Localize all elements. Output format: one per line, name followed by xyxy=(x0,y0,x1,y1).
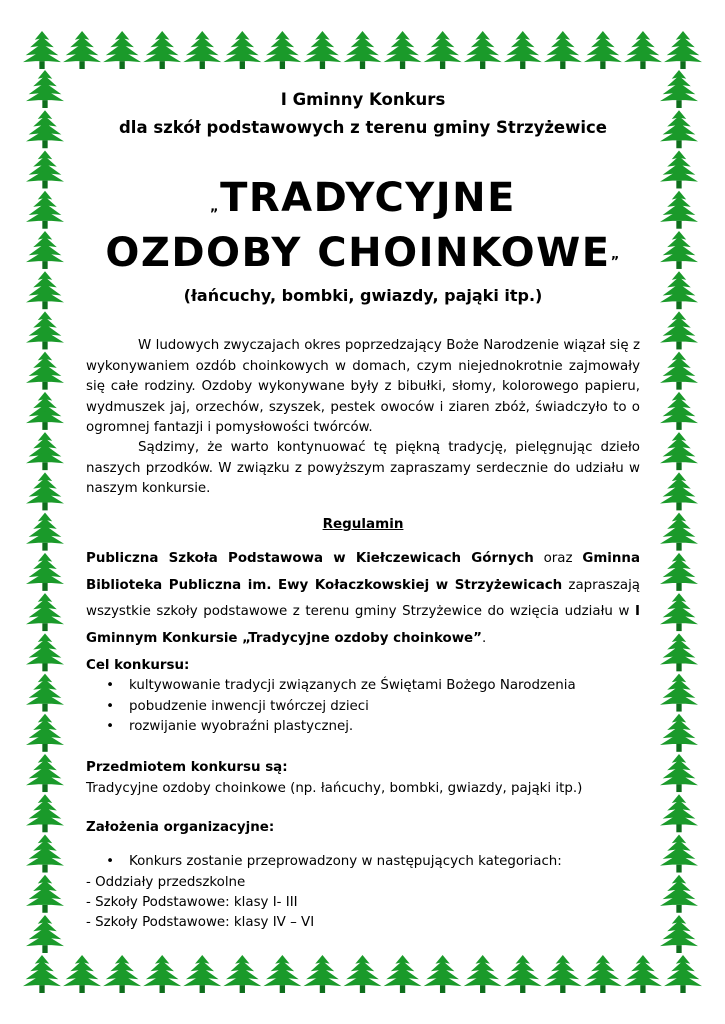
organizer-2: Gminna Biblioteka Publiczna im. Ewy Kołaczkowskiej w Strzyżewicach xyxy=(86,551,640,593)
bullet-icon: • xyxy=(106,719,114,734)
tree-icon xyxy=(660,70,698,108)
tree-icon xyxy=(464,31,502,69)
intro-paragraph-1 xyxy=(86,336,640,439)
przedmiot-heading: Przedmiotem konkursu są: xyxy=(86,760,288,775)
tree-icon xyxy=(660,432,698,470)
tree-icon xyxy=(143,31,181,69)
tree-icon xyxy=(143,955,181,993)
tree-icon xyxy=(660,794,698,832)
tree-icon xyxy=(660,754,698,792)
zalozenia-list xyxy=(86,852,640,873)
tree-icon xyxy=(26,835,64,873)
title-line2 xyxy=(86,230,640,276)
tree-icon xyxy=(504,31,542,69)
tree-icon xyxy=(544,955,582,993)
tree-icon xyxy=(660,553,698,591)
tree-icon xyxy=(183,955,221,993)
tree-icon xyxy=(223,31,261,69)
tree-icon xyxy=(26,311,64,349)
open-quote: „ xyxy=(210,200,221,215)
tree-icon xyxy=(464,955,502,993)
tree-icon xyxy=(660,714,698,752)
przedmiot-text: Tradycyjne ozdoby choinkowe (np. łańcuchy, bombki, gwiazdy, pająki itp.) xyxy=(86,781,583,796)
tree-icon xyxy=(660,231,698,269)
category-1: - Oddziały przedszkolne xyxy=(86,875,246,890)
tree-icon xyxy=(103,955,141,993)
tree-icon xyxy=(660,392,698,430)
tree-icon xyxy=(26,915,64,953)
header-line2: dla szkół podstawowych z terenu gminy Strzyżewice xyxy=(119,118,607,137)
zalozenia-heading: Założenia organizacyjne: xyxy=(86,820,275,835)
tree-icon xyxy=(26,794,64,832)
tree-icon xyxy=(660,352,698,390)
tree-icon xyxy=(303,955,341,993)
tree-icon xyxy=(344,31,382,69)
tree-icon xyxy=(26,513,64,551)
tree-icon xyxy=(660,513,698,551)
tree-icon xyxy=(584,31,622,69)
tree-icon xyxy=(344,955,382,993)
tree-icon xyxy=(664,955,702,993)
tree-icon xyxy=(26,392,64,430)
tree-icon xyxy=(660,271,698,309)
regulamin-end: . xyxy=(481,630,487,646)
tree-icon xyxy=(660,110,698,148)
close-quote: ” xyxy=(610,255,621,270)
tree-icon xyxy=(544,31,582,69)
bullet-icon: • xyxy=(106,698,114,714)
tree-icon xyxy=(424,31,462,69)
header-line1: I Gminny Konkurs xyxy=(280,90,446,109)
tree-icon xyxy=(26,875,64,913)
tree-icon xyxy=(183,31,221,69)
tree-icon xyxy=(660,472,698,510)
tree-icon xyxy=(660,593,698,631)
tree-icon xyxy=(263,31,301,69)
tree-icon xyxy=(660,191,698,229)
tree-icon xyxy=(26,553,64,591)
cel-list xyxy=(86,676,640,738)
title-subtitle: (łańcuchy, bombki, gwiazdy, pająki itp.) xyxy=(183,286,543,305)
tree-icon xyxy=(63,31,101,69)
organizer-1: Publiczna Szkoła Podstawowa w Kiełczewicach Górnych xyxy=(86,551,534,566)
tree-icon xyxy=(660,633,698,671)
tree-icon xyxy=(660,674,698,712)
contest-name: I Gminnym Konkursie „Tradycyjne ozdoby choinkowe” xyxy=(86,604,640,646)
tree-icon xyxy=(384,31,422,69)
list-item: • pobudzenie inwencji twórczej dzieci xyxy=(86,697,640,718)
tree-icon xyxy=(26,191,64,229)
tree-icon xyxy=(26,754,64,792)
tree-icon xyxy=(26,714,64,752)
category-3: - Szkoły Podstawowe: klasy IV – VI xyxy=(86,915,315,930)
tree-icon xyxy=(23,955,61,993)
tree-icon xyxy=(660,311,698,349)
tree-icon xyxy=(664,31,702,69)
bullet-icon: • xyxy=(106,854,114,869)
regulamin-heading: Regulamin xyxy=(322,516,404,532)
intro-p1-text: W ludowych zwyczajach okres poprzedzający Boże Narodzenie wiązał się z wykonywaniem ozdób choinkowych w domach, czym niejednokrotnie zajmowały się całe rodziny. Ozdoby wykonywane były z bibułki, słomy, kolorowego papieru, wydmuszek jaj, orzechów, szyszek, pestek owoców i ziaren zbóż, świadczyło to o ogromnej fantazji i pomysłowości twórców. xyxy=(86,338,640,436)
tree-icon xyxy=(23,31,61,69)
tree-icon xyxy=(26,70,64,108)
bullet-icon: • xyxy=(106,678,114,693)
tree-icon xyxy=(384,955,422,993)
tree-icon xyxy=(303,31,341,69)
tree-icon xyxy=(103,31,141,69)
tree-icon xyxy=(660,915,698,953)
tree-icon xyxy=(624,955,662,993)
tree-icon xyxy=(660,150,698,188)
cel-heading: Cel konkursu: xyxy=(86,658,190,673)
regulamin-paragraph xyxy=(86,546,640,652)
tree-icon xyxy=(26,150,64,188)
regulamin-invite: zapraszają wszystkie szkoły podstawowe z terenu gminy Strzyżewice do wzięcia udziału w xyxy=(86,577,640,619)
tree-icon xyxy=(223,955,261,993)
tree-icon xyxy=(26,352,64,390)
tree-icon xyxy=(263,955,301,993)
tree-icon xyxy=(26,231,64,269)
list-item: • Konkurs zostanie przeprowadzony w następujących kategoriach: xyxy=(86,852,640,873)
tree-icon xyxy=(624,31,662,69)
tree-icon xyxy=(26,432,64,470)
tree-icon xyxy=(26,674,64,712)
tree-icon xyxy=(660,835,698,873)
title-text-line1: TRADYCYJNE xyxy=(220,175,516,221)
tree-icon xyxy=(504,955,542,993)
tree-icon xyxy=(26,593,64,631)
intro-p2-text: Sądzimy, że warto kontynuować tę piękną tradycję, pielęgnując dzieło naszych przodków. W związku z powyższym zapraszamy serdecznie do udziału w naszym konkursie. xyxy=(86,440,640,497)
title-line1 xyxy=(86,175,640,221)
intro-paragraph-2 xyxy=(86,438,640,500)
title-text-line2: OZDOBY CHOINKOWE xyxy=(105,230,611,276)
tree-icon xyxy=(26,472,64,510)
tree-icon xyxy=(26,110,64,148)
category-2: - Szkoły Podstawowe: klasy I- III xyxy=(86,895,298,910)
tree-icon xyxy=(584,955,622,993)
list-item: • kultywowanie tradycji związanych ze Świętami Bożego Narodzenia xyxy=(86,676,640,697)
tree-icon xyxy=(424,955,462,993)
tree-icon xyxy=(660,875,698,913)
tree-icon xyxy=(26,633,64,671)
list-item: • rozwijanie wyobraźni plastycznej. xyxy=(86,717,640,738)
regulamin-and: oraz xyxy=(533,551,583,566)
tree-icon xyxy=(63,955,101,993)
tree-icon xyxy=(26,271,64,309)
